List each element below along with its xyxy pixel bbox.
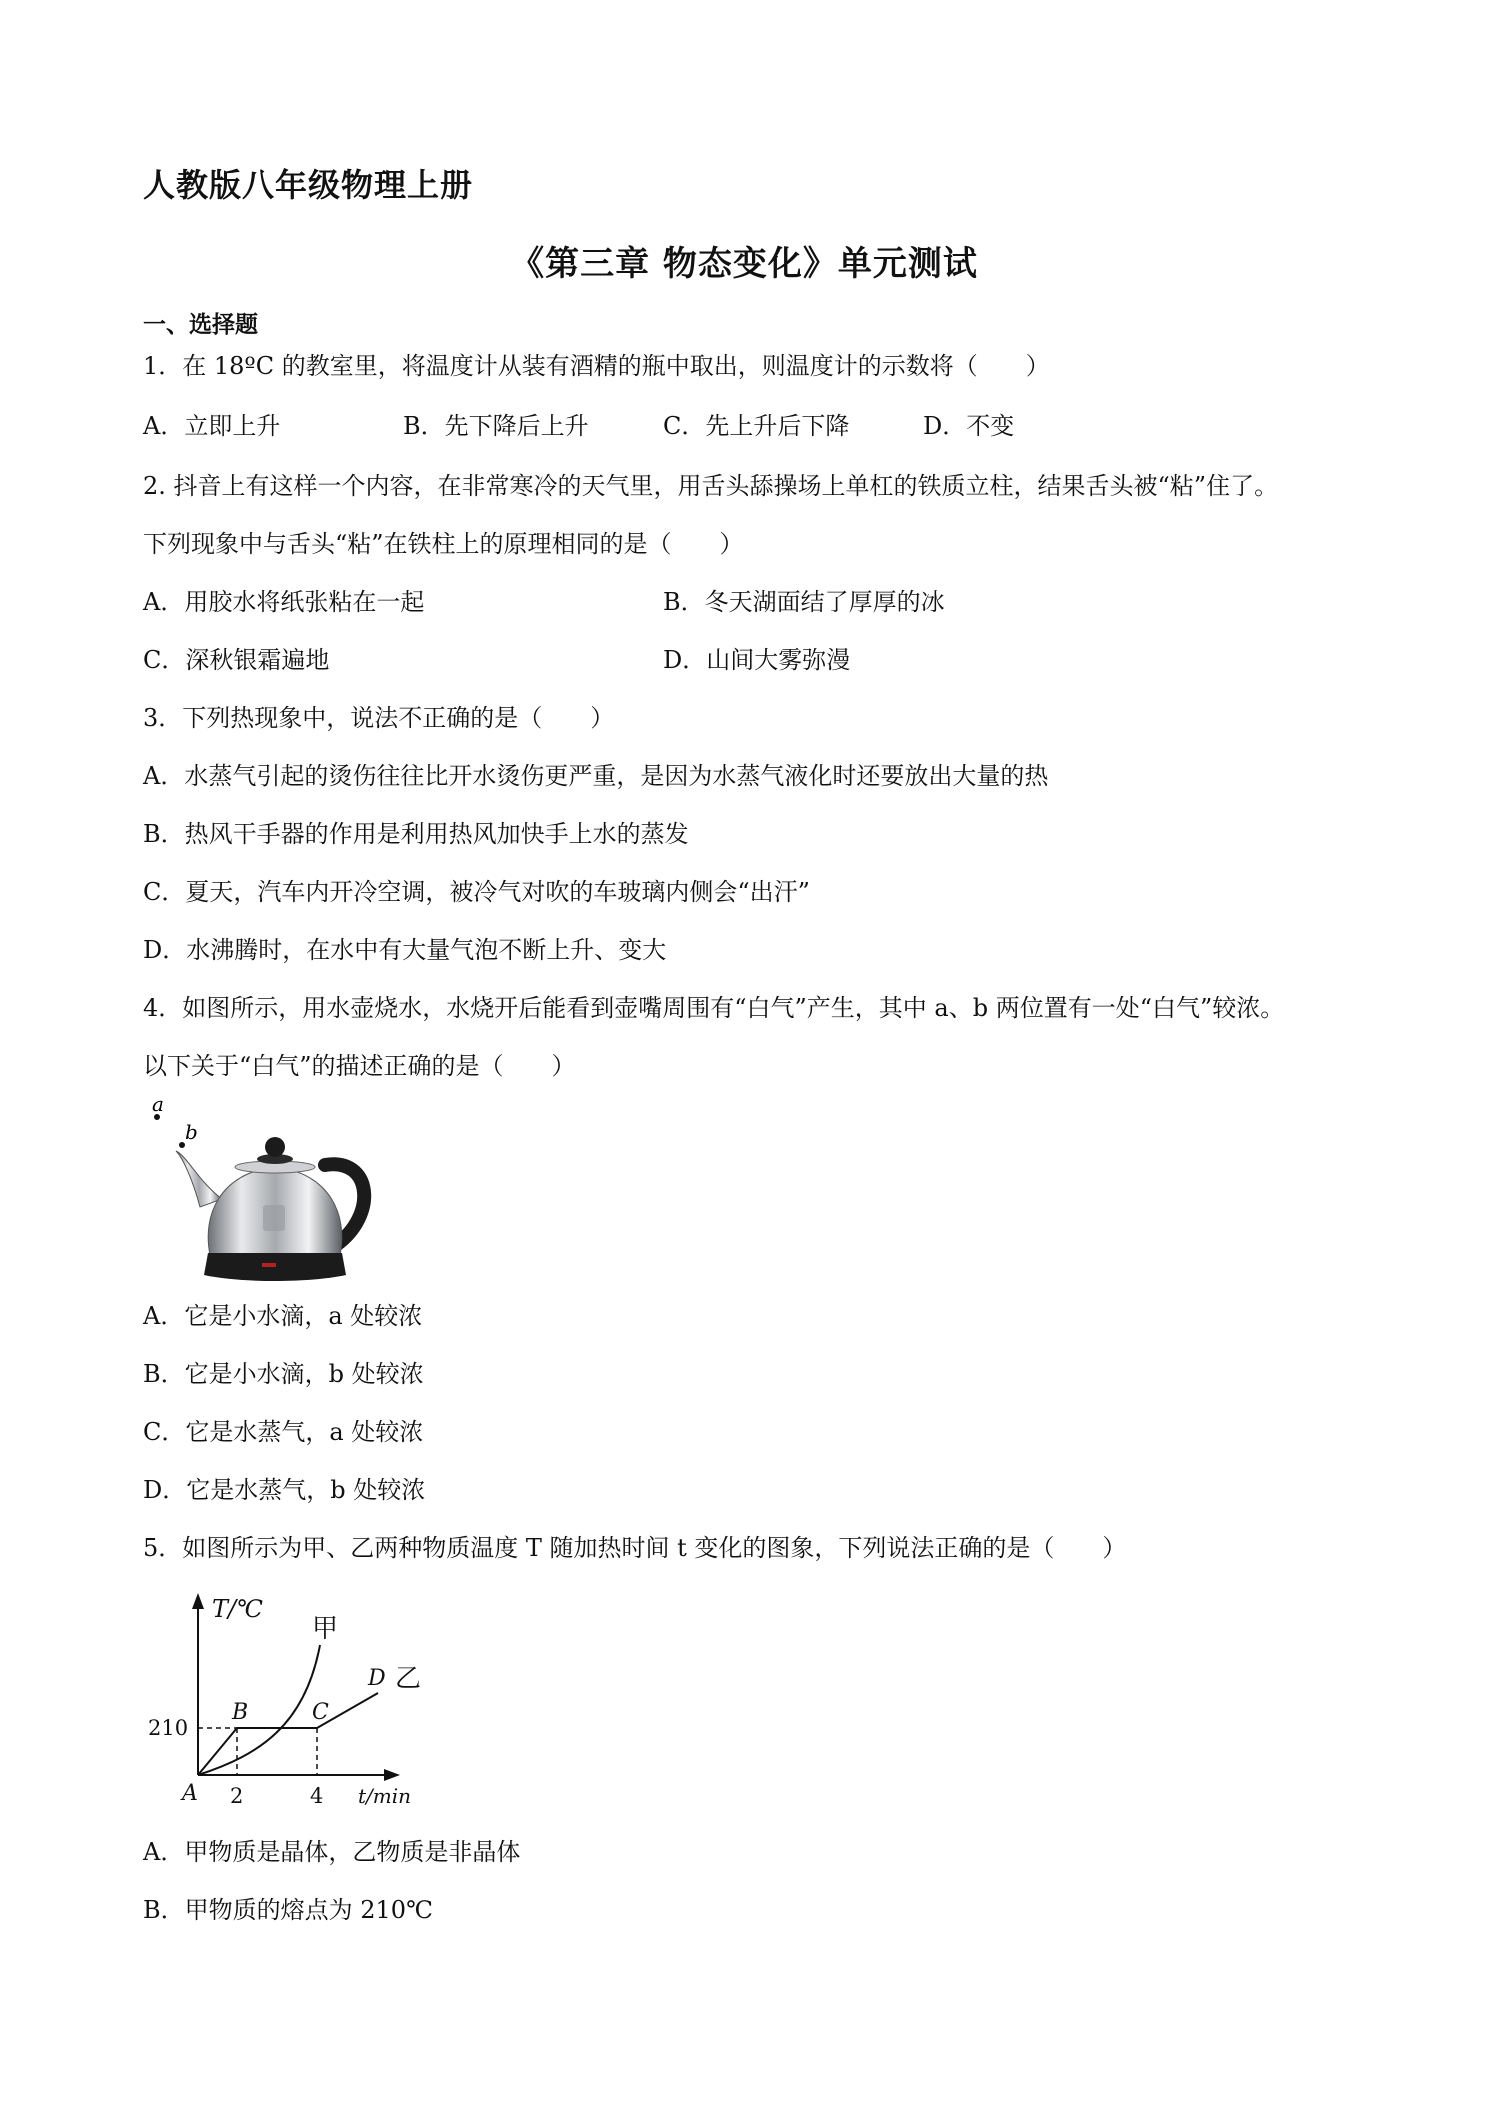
series-label-yi: 乙 xyxy=(395,1664,422,1694)
x-axis-label: t/min xyxy=(358,1784,412,1808)
question-3-option-a: A．水蒸气引起的烫伤往往比开水烫伤更严重，是因为水蒸气液化时还要放出大量的热 xyxy=(143,762,1049,790)
question-3-option-b: B．热风干手器的作用是利用热风加快手上水的蒸发 xyxy=(143,820,689,848)
question-4-option-d: D．它是水蒸气，b 处较浓 xyxy=(143,1476,426,1504)
point-label-b: B xyxy=(232,1700,249,1725)
document-title: 《第三章 物态变化》单元测试 xyxy=(510,244,978,284)
kettle-illustration xyxy=(140,1095,380,1285)
y-axis-label: T/℃ xyxy=(212,1595,263,1623)
point-a-label: a xyxy=(152,1095,164,1116)
kettle-figure xyxy=(140,1095,380,1285)
question-3-option-d: D．水沸腾时，在水中有大量气泡不断上升、变大 xyxy=(143,936,667,964)
series-yi-line xyxy=(198,1693,378,1775)
temperature-time-graph xyxy=(140,1585,430,1810)
section-heading: 一、选择题 xyxy=(143,312,258,338)
question-1-option-b: B．先下降后上升 xyxy=(403,412,589,440)
series-label-jia: 甲 xyxy=(312,1614,339,1644)
question-4-option-b: B．它是小水滴，b 处较浓 xyxy=(143,1360,424,1388)
question-2-option-a: A．用胶水将纸张粘在一起 xyxy=(143,588,425,616)
question-2-stem-line-2: 下列现象中与舌头“粘”在铁柱上的原理相同的是（ ） xyxy=(143,530,744,558)
point-label-c: C xyxy=(312,1700,329,1725)
question-4-stem-line-2: 以下关于“白气”的描述正确的是（ ） xyxy=(143,1052,576,1080)
question-1-option-a: A．立即上升 xyxy=(143,412,281,440)
question-4-option-c: C．它是水蒸气，a 处较浓 xyxy=(143,1418,424,1446)
question-2-option-d: D．山间大雾弥漫 xyxy=(663,646,851,674)
origin-label-a: A xyxy=(182,1781,198,1806)
question-3-stem: 3．下列热现象中，说法不正确的是（ ） xyxy=(143,704,615,732)
question-2-option-b: B．冬天湖面结了厚厚的冰 xyxy=(663,588,945,616)
question-4-stem-line-1: 4．如图所示，用水壶烧水，水烧开后能看到壶嘴周围有“白气”产生，其中 a、b 两位置有一处“白气”较浓。 xyxy=(143,994,1285,1022)
question-1-option-d: D．不变 xyxy=(923,412,1015,440)
graph-svg xyxy=(140,1585,430,1810)
series-jia-curve xyxy=(198,1645,320,1775)
point-label-d: D xyxy=(368,1666,386,1691)
y-axis-arrow xyxy=(192,1593,204,1609)
question-2-stem-line-1: 2. 抖音上有这样一个内容，在非常寒冷的天气里，用舌头舔操场上单杠的铁质立柱，结果舌头被“粘”住了。 xyxy=(143,472,1279,500)
page-header: 人教版八年级物理上册 xyxy=(143,166,474,204)
question-1-option-c: C．先上升后下降 xyxy=(663,412,850,440)
question-5-option-a: A．甲物质是晶体，乙物质是非晶体 xyxy=(143,1838,521,1866)
question-5-option-b: B．甲物质的熔点为 210℃ xyxy=(143,1896,433,1924)
question-4-option-a: A．它是小水滴，a 处较浓 xyxy=(143,1302,423,1330)
question-3-option-c: C．夏天，汽车内开冷空调，被冷气对吹的车玻璃内侧会“出汗” xyxy=(143,878,810,906)
point-b-label: b xyxy=(185,1120,198,1144)
x-tick-2: 2 xyxy=(230,1784,244,1808)
x-tick-4: 4 xyxy=(310,1784,324,1808)
y-tick-210: 210 xyxy=(148,1716,189,1740)
question-2-option-c: C．深秋银霜遍地 xyxy=(143,646,330,674)
x-axis-arrow xyxy=(384,1769,400,1781)
question-5-stem: 5．如图所示为甲、乙两种物质温度 T 随加热时间 t 变化的图象，下列说法正确的是（ ） xyxy=(143,1534,1127,1562)
question-1-stem: 1．在 18ºC 的教室里，将温度计从装有酒精的瓶中取出，则温度计的示数将（ ） xyxy=(143,352,1050,380)
